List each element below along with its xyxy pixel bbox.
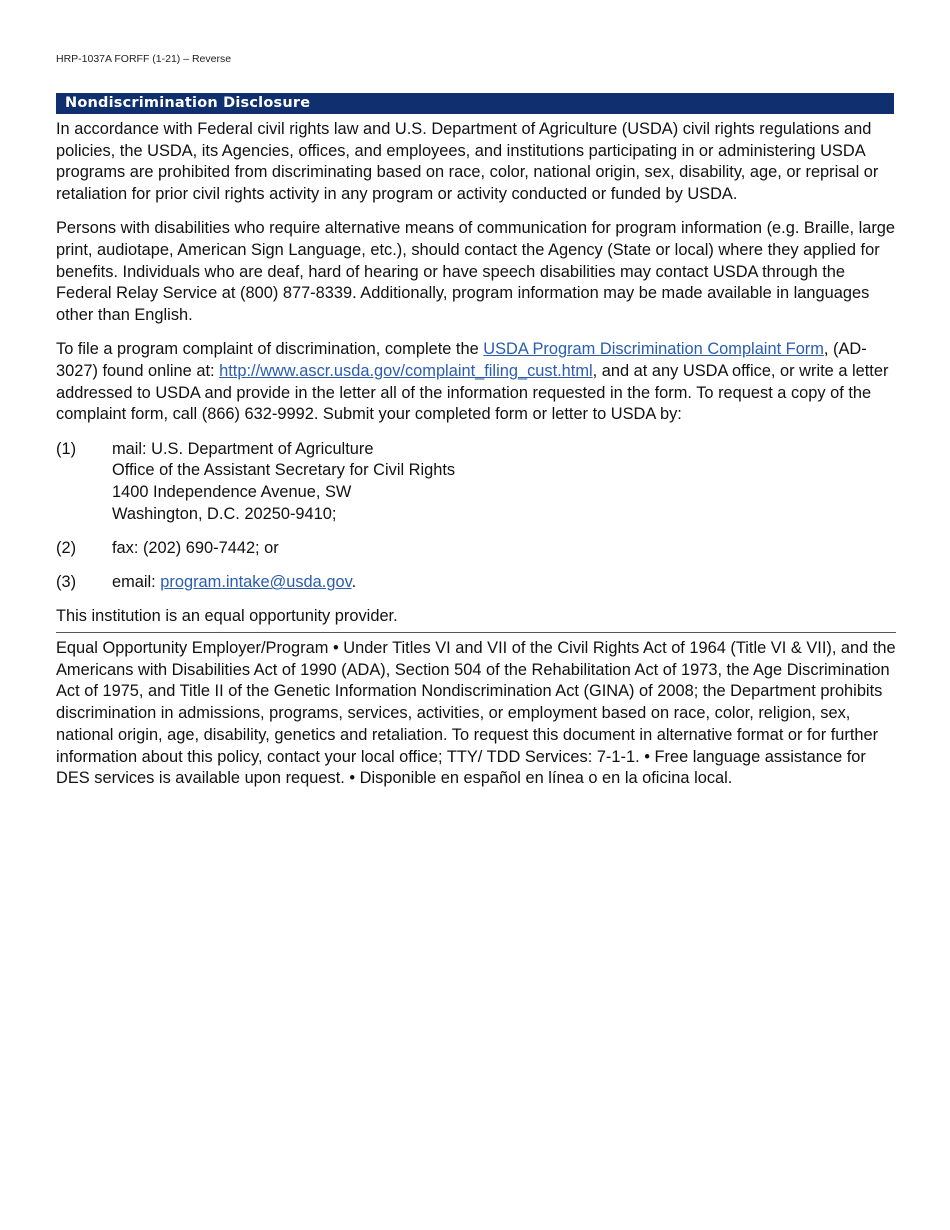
complaint-url-link[interactable]: http://www.ascr.usda.gov/complaint_filing_cust.html [219, 362, 593, 381]
list-item-fax [56, 538, 896, 560]
list-item-mail [56, 439, 896, 526]
complaint-text-end: , and at any USDA office, or write a letter addressed to USDA and provide in the letter all of the information requested in the form. To request a copy of the complaint form, call (866) 632-9992. Submit your completed form or letter to USDA by: [56, 362, 889, 424]
complaint-paragraph [56, 339, 896, 426]
email-suffix: . [351, 573, 357, 592]
disclosure-body [56, 119, 896, 802]
complaint-text-intro: To file a program complaint of discrimination, complete the [56, 340, 484, 359]
disabilities-paragraph: Persons with disabilities who require alternative means of communication for program information (e.g. Braille, large print, audiotape, American Sign Language, etc.), should contact the Agency (State or local) where they applied for benefits. Individuals who are deaf, hard of hearing or have speech disabilities may contact USDA through the Federal Relay Service at (800) 877-8339. Additionally, program information may be made available in languages other than English. [56, 219, 896, 325]
divider [56, 632, 896, 633]
list-number: (2) [56, 538, 77, 557]
civil-rights-paragraph: In accordance with Federal civil rights law and U.S. Department of Agriculture (USDA) civil rights regulations and policies, the USDA, its Agencies, offices, and employees, and institutions participating in or administering USDA programs are prohibited from discriminating based on race, color, national origin, sex, disability, age, or reprisal or retaliation for prior civil rights activity in any program or activity conducted or funded by USDA. [56, 120, 879, 204]
list-number: (3) [56, 573, 77, 592]
fax-number: fax: (202) 690-7442; or [112, 538, 279, 557]
equal-opportunity-statement: This institution is an equal opportunity provider. [56, 607, 398, 626]
section-title-banner: Nondiscrimination Disclosure [56, 93, 894, 114]
employer-footer-paragraph: Equal Opportunity Employer/Program • Under Titles VI and VII of the Civil Rights Act of 1964 (Title VI & VII), and the Americans with Disabilities Act of 1990 (ADA), Section 504 of the Rehabilitation Act of 1973, the Age Discrimination Act of 1975, and Title II of the Genetic Information Nondiscrimination Act (GINA) of 2008; the Department prohibits discrimination in admissions, programs, services, activities, or employment based on race, color, religion, sex, national origin, age, disability, genetics and retaliation. To request this document in alternative format or for further information about this policy, contact your local office; TTY/ TDD Services: 7-1-1. • Free language assistance for DES services is available upon request. • Disponible en español en línea o en la oficina local. [56, 639, 896, 788]
list-number: (1) [56, 439, 77, 458]
complaint-text-mid: , (AD-3027) found online at: [56, 340, 867, 381]
list-item-email [56, 572, 896, 594]
address-line: Washington, D.C. 20250-9410; [112, 504, 337, 523]
address-line: mail: U.S. Department of Agriculture [112, 439, 374, 458]
email-link[interactable]: program.intake@usda.gov [160, 573, 352, 592]
complaint-form-link[interactable]: USDA Program Discrimination Complaint Form [483, 340, 824, 359]
email-prefix: email: [112, 573, 161, 592]
email-line [112, 572, 896, 594]
mail-address [112, 439, 896, 526]
address-line: 1400 Independence Avenue, SW [112, 483, 352, 502]
address-line: Office of the Assistant Secretary for Civil Rights [112, 461, 456, 480]
form-id: HRP-1037A FORFF (1-21) – Reverse [56, 53, 232, 65]
